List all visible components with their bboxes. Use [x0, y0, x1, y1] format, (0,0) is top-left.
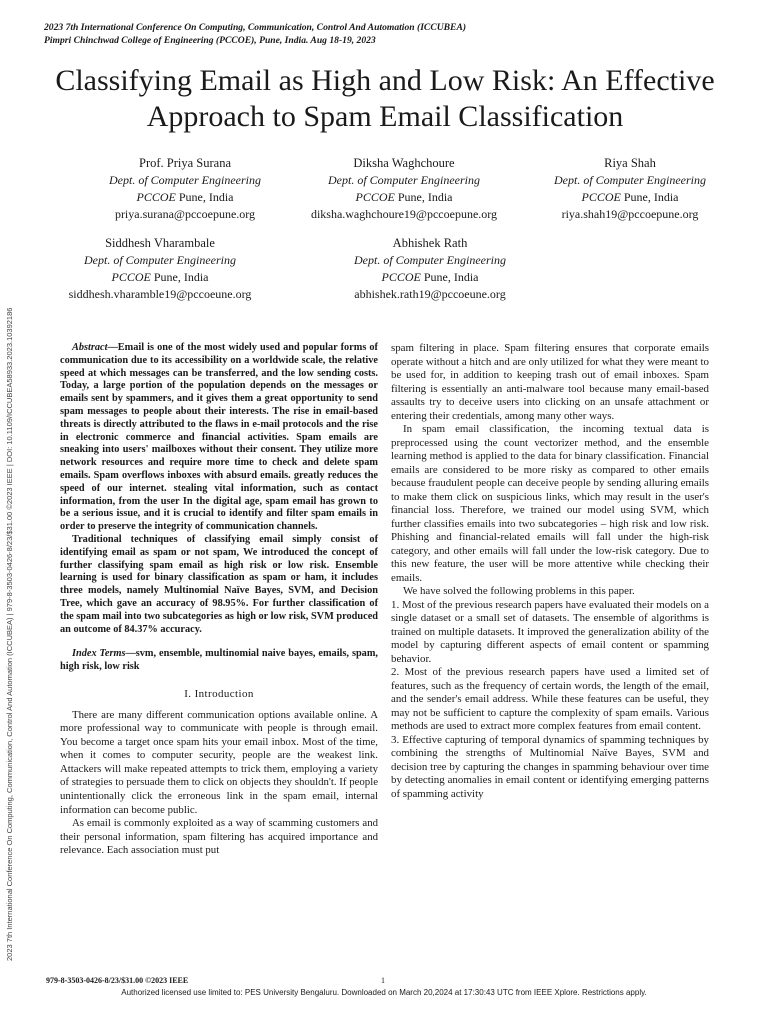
- index-terms-label: Index Terms: [72, 648, 126, 660]
- author-name: Diksha Waghchoure: [353, 156, 455, 170]
- abstract-paragraph-2: Traditional techniques of classifying email simply consist of identifying email as spam or not spam, We introduced the concept of further classifying spam email as high risk or low risk. Ensemble learning is used for binary classification as spam or ham, it includes three models, namely Multinomial Naïve Bayes, SVM, and Decision Tree, which gave an accuracy of 98.95%. For further classification of the spam mail into two subcategories as high or low risk, SVM produced an outcome of 84.37% accuracy.: [60, 533, 378, 635]
- author-email: riya.shah19@pccoepune.org: [561, 207, 699, 221]
- problem-item-2: 2. Most of the previous research papers have used a limited set of features, such as the frequency of certain words, the length of the email, and the sender's email address. While these features can be useful, they may not be sufficient to capture the complexity of spam emails. Various methods are used to extract more complex features from email content.: [391, 666, 709, 732]
- author-affiliation: [55, 269, 265, 286]
- conference-header: [44, 21, 466, 47]
- problem-item-3: 3. Effective capturing of temporal dynamics of spamming techniques by combining the strengths of Multinomial Naïve Bayes, SVM and decision tree by capturing the changes in spamming behaviour over time by detecting anomalies in email content or identifying emerging patterns of spamming activity: [391, 733, 709, 800]
- paper-title: Classifying Email as High and Low Risk: An Effective Approach to Spam Email Classification: [55, 64, 715, 133]
- author-dept: Dept. of Computer Engineering: [328, 173, 480, 187]
- abstract-label: Abstract: [72, 342, 108, 353]
- author-name: Prof. Priya Surana: [139, 156, 231, 170]
- right-paragraph-1: spam filtering in place. Spam filtering ensures that corporate emails operate without a hitch and are only utilized for what they were meant to be used for, in addition to keeping trash out of email inboxes. Spam filtering is essentially an anti-malware tool because many email-based assaults try to deceive users into clicking on an unsafe attachment or entering their credentials, among many other ways.: [391, 342, 709, 422]
- page-number: 1: [381, 976, 385, 985]
- author-dept: Dept. of Computer Engineering: [109, 173, 261, 187]
- author-name: Riya Shah: [604, 156, 656, 170]
- section-heading-introduction: I. Introduction: [184, 687, 254, 700]
- right-column: [391, 342, 709, 801]
- conference-line-1: 2023 7th International Conference On Computing, Communication, Control And Automation (ICCUBEA): [44, 22, 467, 33]
- sidebar-doi: [5, 130, 19, 970]
- conference-line-2: Pimpri Chinchwad College of Engineering (PCCOE), Pune, India. Aug 18-19, 2023: [44, 35, 376, 46]
- author-affiliation: [294, 189, 514, 206]
- abstract-text-1: —Email is one of the most widely used and popular forms of communication due to its accessibility on a worldwide scale, the relative speed at which messages can be transferred, and the low sending costs. Today, a large portion of the population depends on the messages or emails sent by spammers, and it gives them a great opportunity to send spam messages to people about their interests. The rise in email-based threats is directly attributed to the flaws in e-mail protocols and the rise in electronic commerce and financial activities. Spam emails are sneaking into users' mailboxes without their consent. They utilize more network resources and require more time to check and delete spam emails. Spam overflows inboxes with absurd emails. greatly reduces the speed of our internet. stealing vital information, such as contact information, from the user In the digital age, spam email has grown to be a serious issue, and it is crucial to identify and filter spam emails in order to preserve the integrity of communication channels.: [60, 342, 378, 533]
- author-dept: Dept. of Computer Engineering: [84, 253, 236, 267]
- author-city: Pune, India: [620, 190, 679, 204]
- sidebar-text: 2023 7th International Conference On Computing, Communication, Control And Automation (ICCUBEA) | 979-8-3503-0426-8/23/$31.00 ©2023 IEEE | DOI: 10.1109/ICCUBEA58933.2023.10392186: [5, 307, 14, 961]
- author-affiliation: [330, 269, 530, 286]
- author-dept: Dept. of Computer Engineering: [354, 253, 506, 267]
- author-city: Pune, India: [394, 190, 453, 204]
- author-inst: PCCOE: [581, 190, 621, 204]
- author-city: Pune, India: [420, 270, 479, 284]
- author-affiliation: [530, 189, 730, 206]
- author-block: [330, 235, 530, 303]
- author-email: priya.surana@pccoepune.org: [114, 207, 256, 221]
- author-city: Pune, India: [150, 270, 209, 284]
- author-block: [55, 235, 265, 303]
- author-city: Pune, India: [175, 190, 234, 204]
- problem-item-1: 1. Most of the previous research papers have evaluated their models on a single dataset or a small set of datasets. The ensemble of algorithms is trained on multiple datasets. It improved the generalization ability of the model by capturing different aspects of email content or spamming behavior.: [391, 598, 709, 665]
- author-block: [530, 155, 730, 223]
- right-paragraph-3: We have solved the following problems in this paper.: [403, 585, 635, 597]
- right-paragraph-2: In spam email classification, the incoming textual data is preprocessed using the count vectorizer method, and the ensemble learning method is applied to the data for binary classification. Financial emails are considered to be more risky as compared to other emails because fraudulent people can deceive people by sending alluring emails to make them click on suspicious links, which may result in the user's financial loss. Therefore, we trained our model using SVM, which further classifies emails into two subcategories – high risk and low risk. Phishing and financial-related emails will fall under the high-risk category, and other emails will fall under the low-risk category. Due to this new feature, the user will be more attentive while checking their emails.: [391, 423, 709, 584]
- intro-paragraph-1: There are many different communication options available online. A more professional way to communicate with people is through email. You become a target once spam hits your email inbox. Most of the time, when it comes to computer security, people are the weakest link. Attackers will make repeated attempts to trick them, employing a variety of strategies to persuade them to click on objects they shouldn't. If people unintentionally click the erroneous link in the spam email, internal information can become public.: [60, 708, 378, 816]
- license-notice: Authorized licensed use limited to: PES University Bengaluru. Downloaded on March 20,2024 at 17:30:43 UTC from IEEE Xplore. Restrictions apply.: [121, 988, 647, 997]
- index-terms: [60, 648, 378, 674]
- abstract-paragraph-1: [60, 342, 378, 534]
- author-inst: PCCOE: [136, 190, 176, 204]
- author-name: Abhishek Rath: [392, 236, 468, 250]
- left-column: [60, 342, 378, 858]
- intro-paragraph-2: As email is commonly exploited as a way of scamming customers and their personal information, spam filtering has acquired importance and relevance. Each association must put: [60, 817, 378, 857]
- footer-isbn: 979-8-3503-0426-8/23/$31.00 ©2023 IEEE: [46, 976, 189, 985]
- author-dept: Dept. of Computer Engineering: [554, 173, 706, 187]
- author-email: siddhesh.vharamble19@pccoeune.org: [68, 287, 252, 301]
- abstract: [60, 342, 378, 674]
- author-block: [95, 155, 275, 223]
- author-affiliation: [95, 189, 275, 206]
- author-name: Siddhesh Vharambale: [105, 236, 215, 250]
- author-inst: PCCOE: [355, 190, 395, 204]
- author-email: abhishek.rath19@pccoeune.org: [354, 287, 506, 301]
- author-inst: PCCOE: [111, 270, 151, 284]
- author-inst: PCCOE: [381, 270, 421, 284]
- author-block: [294, 155, 514, 223]
- author-email: diksha.waghchoure19@pccoepune.org: [310, 207, 498, 221]
- index-terms-text: —svm, ensemble, multinomial naive bayes, emails, spam, high risk, low risk: [60, 648, 378, 673]
